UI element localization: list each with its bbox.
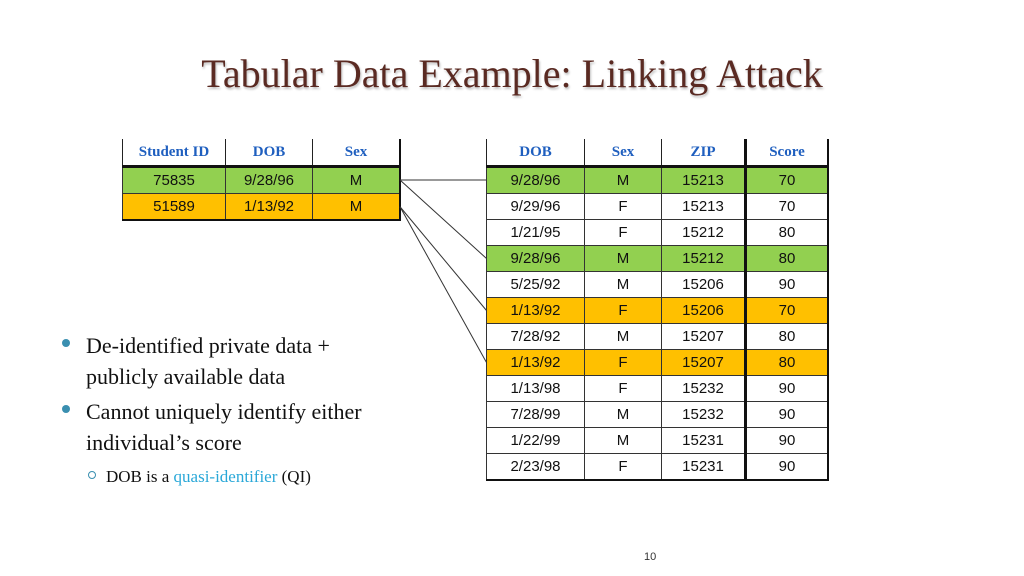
table-cell: F: [585, 298, 662, 324]
table-cell: 80: [746, 220, 829, 246]
table-cell: 90: [746, 376, 829, 402]
table-cell: 15232: [662, 402, 746, 428]
bullet-text: Cannot uniquely identify either individual’s score: [86, 399, 362, 455]
table-cell: 2/23/98: [487, 454, 585, 481]
sub-bullet-prefix: DOB is a: [106, 467, 174, 486]
table-cell: 15231: [662, 428, 746, 454]
column-header: Score: [746, 139, 829, 167]
quasi-identifier-term: quasi-identifier: [173, 467, 278, 486]
column-header: Sex: [585, 139, 662, 167]
column-header: DOB: [487, 139, 585, 167]
page-number: 10: [644, 551, 657, 563]
table-cell: 15212: [662, 220, 746, 246]
column-header: Student ID: [123, 139, 226, 167]
link-line: [400, 207, 487, 311]
table-cell: 15231: [662, 454, 746, 481]
table-cell: 15213: [662, 167, 746, 194]
table-cell: 80: [746, 246, 829, 272]
table-cell: 15207: [662, 324, 746, 350]
bullet-dot-icon: [62, 339, 70, 347]
table-cell: M: [313, 194, 401, 221]
table-cell: 1/21/95: [487, 220, 585, 246]
table-cell: 15206: [662, 272, 746, 298]
table-cell: F: [585, 220, 662, 246]
table-cell: 9/29/96: [487, 194, 585, 220]
sub-bullet-suffix: (QI): [277, 467, 311, 486]
table-cell: 51589: [123, 194, 226, 221]
table-cell: F: [585, 194, 662, 220]
table-cell: 15206: [662, 298, 746, 324]
sub-bullet-ring-icon: [88, 471, 96, 479]
table-cell: 7/28/99: [487, 402, 585, 428]
table-cell: 15213: [662, 194, 746, 220]
column-header: DOB: [226, 139, 313, 167]
table-cell: 9/28/96: [226, 167, 313, 194]
table-cell: 1/22/99: [487, 428, 585, 454]
table-cell: M: [585, 402, 662, 428]
table-cell: M: [585, 272, 662, 298]
table-cell: 7/28/92: [487, 324, 585, 350]
table-cell: 9/28/96: [487, 167, 585, 194]
table-cell: M: [585, 246, 662, 272]
bullet-item: [62, 396, 386, 458]
table-cell: 15232: [662, 376, 746, 402]
table-cell: 80: [746, 324, 829, 350]
table-cell: 90: [746, 454, 829, 481]
table-cell: 70: [746, 298, 829, 324]
table-cell: 70: [746, 167, 829, 194]
bullet-dot-icon: [62, 405, 70, 413]
table-cell: 80: [746, 350, 829, 376]
bullet-text: De-identified private data + publicly available data: [86, 333, 330, 389]
table-cell: 1/13/92: [487, 298, 585, 324]
bullet-item: [62, 330, 386, 392]
bullet-list: [62, 330, 386, 462]
table-cell: F: [585, 350, 662, 376]
column-header: Sex: [313, 139, 401, 167]
link-line: [400, 207, 487, 363]
table-cell: 1/13/92: [226, 194, 313, 221]
link-line: [400, 180, 487, 259]
table-cell: M: [585, 324, 662, 350]
sub-bullet: [88, 467, 311, 487]
table-cell: 15212: [662, 246, 746, 272]
table-cell: 1/13/98: [487, 376, 585, 402]
table-cell: 15207: [662, 350, 746, 376]
table-cell: M: [313, 167, 401, 194]
table-cell: 70: [746, 194, 829, 220]
table-cell: 90: [746, 272, 829, 298]
table-cell: 90: [746, 402, 829, 428]
table-cell: 90: [746, 428, 829, 454]
table-cell: 75835: [123, 167, 226, 194]
table-cell: M: [585, 167, 662, 194]
column-header: ZIP: [662, 139, 746, 167]
table-cell: 5/25/92: [487, 272, 585, 298]
table-cell: 9/28/96: [487, 246, 585, 272]
table-cell: M: [585, 428, 662, 454]
table-cell: 1/13/92: [487, 350, 585, 376]
table-cell: F: [585, 376, 662, 402]
slide-title: Tabular Data Example: Linking Attack: [201, 51, 823, 96]
table-cell: F: [585, 454, 662, 481]
